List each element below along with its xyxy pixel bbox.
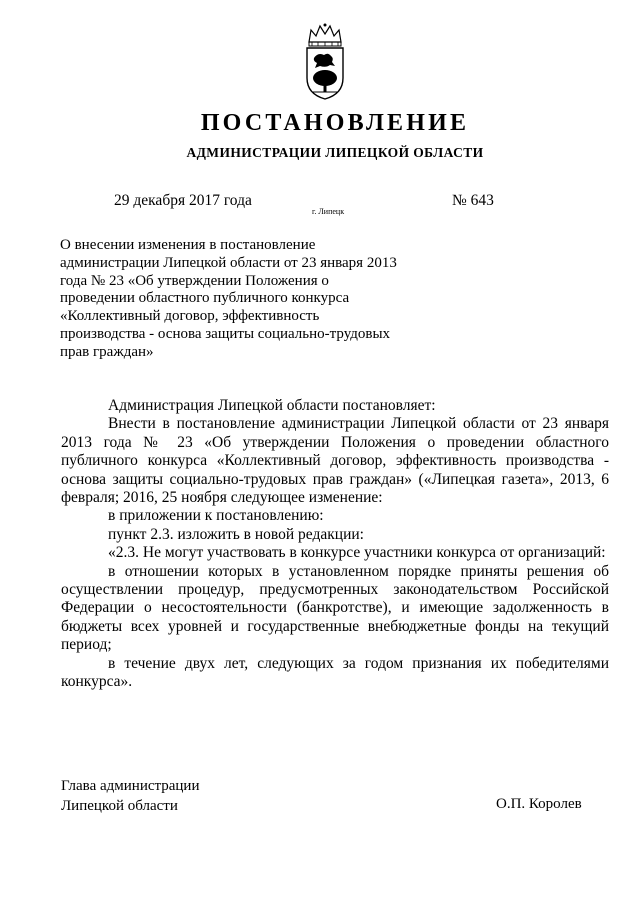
document-title: ПОСТАНОВЛЕНИЕ — [200, 110, 470, 136]
document-city: г. Липецк — [312, 207, 345, 216]
lipetsk-coat-of-arms-icon — [302, 22, 348, 100]
signatory-position-line: Липецкой области — [61, 798, 178, 814]
signatory-name: О.П. Королев — [496, 796, 582, 812]
signatory-position — [61, 776, 199, 816]
body-paragraph: Администрация Липецкой области постановляет: — [108, 397, 436, 414]
document-issuer: АДМИНИСТРАЦИИ ЛИПЕЦКОЙ ОБЛАСТИ — [186, 145, 484, 160]
subject-line: «Коллективный договор, эффективность — [60, 308, 320, 325]
body-paragraph: в приложении к постановлению: — [108, 507, 324, 525]
signatory-position-line: Глава администрации — [61, 778, 200, 794]
body-paragraph: Внести в постановление администрации Липецкой области от 23 января 2013 года № 23 «Об утверждении Положения о проведении областного публичного конкурса «Коллективный договор, эффективность производства - основа защиты социально-трудовых прав граждан» («Липецкая газета», 2013, 6 февраля; 2016, 25 ноября следующее изменение: — [61, 415, 609, 507]
subject-line: проведении областного публичного конкурса — [60, 290, 350, 307]
document-number: № 643 — [452, 192, 494, 209]
document-date: 29 декабря 2017 года — [114, 192, 252, 209]
document-body — [61, 397, 609, 692]
body-paragraph: в отношении которых в установленном порядке приняты решения об осуществлении процедур, предусмотренных законодательством Российской Федерации о несостоятельности (банкротстве), и имеющие задолженность в бюджеты всех уровней и государственные внебюджетные фонды на текущий период; — [61, 562, 609, 654]
subject-line: производства - основа защиты социально-трудовых — [60, 325, 391, 342]
document-subject — [60, 237, 420, 362]
body-paragraph: в течение двух лет, следующих за годом признания их победителями конкурса». — [61, 654, 609, 691]
subject-line: прав граждан» — [60, 343, 154, 360]
body-paragraph: пункт 2.3. изложить в новой редакции: — [108, 525, 364, 543]
subject-line: администрации Липецкой области от 23 января 2013 — [60, 254, 397, 271]
subject-line: года № 23 «Об утверждении Положения о — [60, 272, 329, 289]
subject-line: О внесении изменения в постановление — [60, 237, 316, 253]
body-paragraph: «2.3. Не могут участвовать в конкурсе участники конкурса от организаций: — [108, 544, 606, 562]
